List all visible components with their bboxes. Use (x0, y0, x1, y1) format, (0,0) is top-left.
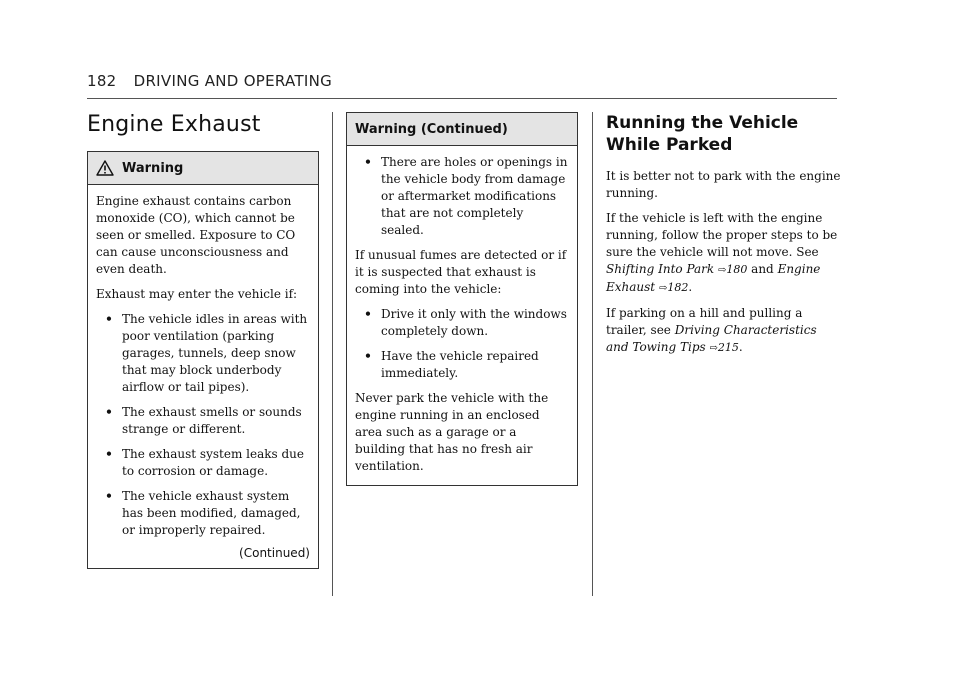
xref-page-182[interactable]: 182 (667, 281, 689, 294)
list-item: • Drive it only with the windows completely down. (364, 307, 567, 338)
list-item: • The vehicle exhaust system has been modified, damaged, or improperly repaired. (105, 489, 301, 537)
column-1 (87, 112, 319, 569)
warning-box-continued (346, 112, 578, 486)
warning-body-continued (347, 146, 577, 485)
warning-para-4: Never park the vehicle with the engine running in an enclosed area such as a garage or a building that has no fresh air ventilation. (355, 391, 549, 473)
warning-bullet-list (96, 311, 310, 539)
header-rule (87, 98, 837, 99)
list-item: • The exhaust smells or sounds strange or different. (105, 405, 302, 436)
section-title-running-parked: Running the Vehicle While Parked (606, 113, 799, 155)
list-item: • There are holes or openings in the vehicle body from damage or aftermarket modifications that are not completely sealed. (364, 155, 568, 237)
page-ref-arrow-icon: ⇨ (709, 343, 718, 354)
column-2 (346, 112, 578, 486)
warning-para-1: Engine exhaust contains carbon monoxide (CO), which cannot be seen or smelled. Exposure to CO can cause unconsciousness and even death. (96, 194, 296, 276)
page-number: 182 (87, 72, 117, 90)
column-divider-2 (592, 112, 593, 596)
list-item: • The exhaust system leaks due to corrosion or damage. (105, 447, 304, 478)
page-ref-arrow-icon: ⇨ (717, 265, 727, 276)
xref-engine-exhaust[interactable]: Engine Exhaust (606, 262, 821, 294)
warning-continued-label: Warning (Continued) (355, 121, 508, 137)
page-ref-arrow-icon: ⇨ (658, 283, 668, 294)
body-para-2: If the vehicle is left with the engine running, follow the proper steps to be sure the vehicle will not move. See Shifting Into Park ⇨180 and Engine Exhaust ⇨182. (606, 211, 838, 294)
section-name: DRIVING AND OPERATING (133, 72, 333, 90)
warning-header (88, 152, 318, 185)
warning-bullet-list-b (355, 306, 569, 382)
warning-header-continued (347, 113, 577, 146)
body-para-3: If parking on a hill and pulling a trailer, see Driving Characteristics and Towing Tips ⇨215. (606, 306, 817, 354)
xref-shifting-into-park[interactable]: Shifting Into Park (606, 262, 715, 276)
xref-page-180[interactable]: 180 (726, 263, 748, 276)
warning-box (87, 151, 319, 569)
body-para-1: It is better not to park with the engine running. (606, 169, 841, 200)
warning-body (88, 185, 318, 568)
warning-bullet-list-a (355, 154, 569, 239)
column-3 (606, 112, 842, 365)
xref-page-215[interactable]: 215 (717, 341, 739, 354)
warning-triangle-icon (96, 160, 114, 176)
warning-para-2: Exhaust may enter the vehicle if: (96, 287, 298, 301)
warning-label: Warning (122, 160, 184, 176)
list-item: • Have the vehicle repaired immediately. (364, 349, 539, 380)
xref-driving-towing-tips[interactable]: Driving Characteristics and Towing Tips (606, 323, 817, 354)
list-item: • The vehicle idles in areas with poor ventilation (parking garages, tunnels, deep snow that may block underbody airflow or tail pipes). (105, 312, 308, 394)
section-title-engine-exhaust: Engine Exhaust (87, 112, 261, 137)
column-divider-1 (332, 112, 333, 596)
page-header (87, 72, 332, 90)
continued-label: (Continued) (239, 546, 310, 560)
section-body (606, 168, 842, 357)
warning-para-3: If unusual fumes are detected or if it is suspected that exhaust is coming into the vehicle: (355, 248, 567, 296)
